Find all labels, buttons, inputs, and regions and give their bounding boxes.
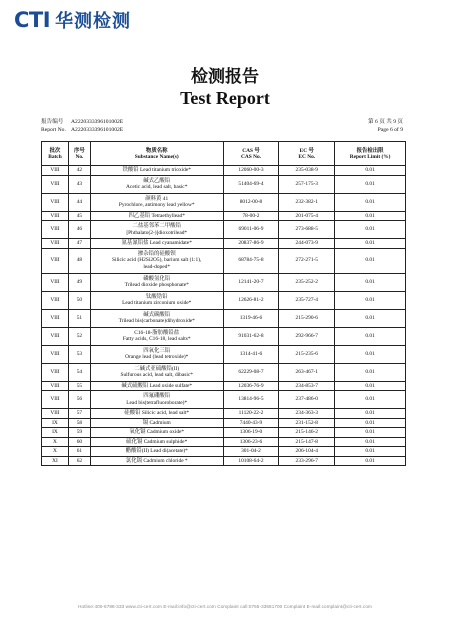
cell-no: 52 <box>68 327 90 345</box>
cell-cas-no: 68784-75-8 <box>223 248 279 273</box>
cell-ec-no: 263-467-1 <box>279 363 335 381</box>
table-row <box>42 428 406 438</box>
cell-ec-no: 215-146-2 <box>279 428 335 438</box>
substance-name-line: 掺杂铅的硅酸钡 <box>137 251 176 258</box>
report-no-cn-label: 报告编号 <box>41 119 64 125</box>
cell-report-limit: 0.01 <box>335 456 406 466</box>
cell-batch: VIII <box>42 391 69 409</box>
report-no-en-label: Report No. <box>41 127 66 133</box>
cell-report-limit: 0.01 <box>335 363 406 381</box>
cell-ec-no: 235-252-2 <box>279 273 335 291</box>
substance-name-line: [Phthalato(2-)]dioxotrilead* <box>126 229 188 236</box>
cell-report-limit: 0.01 <box>335 221 406 239</box>
cell-report-limit: 0.01 <box>335 345 406 363</box>
header-ec-no-en: EC No. <box>298 153 316 160</box>
cell-report-limit: 0.01 <box>335 327 406 345</box>
cell-batch: VIII <box>42 166 69 176</box>
cell-report-limit: 0.01 <box>335 391 406 409</box>
cell-substance-name <box>90 409 223 419</box>
report-no-value: A2220333396101002E <box>71 119 124 125</box>
table-row <box>42 447 406 457</box>
cell-substance-name <box>90 381 223 391</box>
substance-name-line: 磷酸氢化铅 <box>143 275 171 282</box>
page-indicator <box>368 118 403 134</box>
report-no-value-en: A2220333396101002E <box>71 127 124 133</box>
cell-no: 53 <box>68 345 90 363</box>
header-batch-en: Batch <box>48 153 62 160</box>
substance-name-line: Acetic acid, lead salt, basic* <box>126 184 188 190</box>
cell-no: 46 <box>68 221 90 239</box>
substance-name-line: Trilead bis(carbonate)dihydroxide* <box>118 318 195 324</box>
logo-chinese-name: 华测检测 <box>55 11 132 32</box>
substance-name-line: 碱式硫酸铅 Lead oxide sulfate* <box>121 382 193 389</box>
substance-name-line: Lead bis(tetrafluoroborate)* <box>126 399 188 406</box>
cell-cas-no: 51404-69-4 <box>223 175 279 193</box>
cell-cas-no: 1306-23-6 <box>223 437 279 447</box>
cell-report-limit: 0.01 <box>335 418 406 428</box>
cell-batch: XI <box>42 456 69 466</box>
substance-name-line: 二碱式亚硫酸铅(II) <box>134 365 180 372</box>
cell-substance-name <box>90 309 223 327</box>
substance-name-line: 氧化镉 Cadmium oxide* <box>129 429 185 436</box>
cell-substance-name <box>90 193 223 211</box>
cell-substance-name <box>90 248 223 273</box>
cell-substance-name <box>90 166 223 176</box>
cell-substance-name <box>90 273 223 291</box>
cell-report-limit: 0.01 <box>335 273 406 291</box>
substance-name-line: Fatty acids, C16-18, lead salts* <box>122 336 191 342</box>
cell-ec-no: 244-073-9 <box>279 239 335 249</box>
substance-name-line: Silicic acid (H2Si2O5), barium salt (1:1), <box>112 257 202 264</box>
page-indicator-en: Page 6 of 9 <box>377 127 403 133</box>
report-number-block <box>41 118 123 134</box>
substance-table <box>41 141 406 466</box>
cell-cas-no: 1319-46-6 <box>223 309 279 327</box>
cell-batch: VIII <box>42 409 69 419</box>
cell-cas-no: 62229-08-7 <box>223 363 279 381</box>
cell-substance-name <box>90 363 223 381</box>
cell-ec-no: 235-038-9 <box>279 166 335 176</box>
table-row <box>42 381 406 391</box>
table-row <box>42 175 406 193</box>
cell-ec-no: 235-727-4 <box>279 291 335 309</box>
cell-batch: IX <box>42 418 69 428</box>
cell-cas-no: 301-04-2 <box>223 447 279 457</box>
cell-batch: VIII <box>42 363 69 381</box>
table-row <box>42 221 406 239</box>
substance-name-line: Lead titanium zirconium oxide* <box>122 300 192 306</box>
header-report-limit-en: Report Limit (%) <box>349 153 391 160</box>
cell-ec-no: 292-966-7 <box>279 327 335 345</box>
table-row <box>42 291 406 309</box>
cell-no: 59 <box>68 428 90 438</box>
cell-cas-no: 1306-19-0 <box>223 428 279 438</box>
substance-name-line: 氯化镉 Cadmium chloride * <box>125 457 188 464</box>
cell-cas-no: 78-00-2 <box>223 211 279 221</box>
cell-report-limit: 0.01 <box>335 291 406 309</box>
cell-substance-name <box>90 447 223 457</box>
cell-report-limit: 0.01 <box>335 211 406 221</box>
cell-batch: VIII <box>42 327 69 345</box>
cell-batch: VIII <box>42 273 69 291</box>
cell-report-limit: 0.01 <box>335 175 406 193</box>
cell-cas-no: 12141-20-7 <box>223 273 279 291</box>
report-title-chinese: 检测报告 <box>191 67 259 87</box>
cell-batch: VIII <box>42 211 69 221</box>
substance-name-line: 硫化镉 Cadmium sulphide* <box>126 438 188 445</box>
cell-no: 50 <box>68 291 90 309</box>
cell-cas-no: 7440-43-9 <box>223 418 279 428</box>
cell-report-limit: 0.01 <box>335 239 406 249</box>
cell-batch: VIII <box>42 239 69 249</box>
cell-batch: VIII <box>42 345 69 363</box>
cell-substance-name <box>90 437 223 447</box>
cell-report-limit: 0.01 <box>335 447 406 457</box>
company-logo <box>14 8 131 32</box>
substance-name-line: C16-18-脂肪酸铅盐 <box>134 329 180 336</box>
cell-ec-no: 233-296-7 <box>279 456 335 466</box>
cell-cas-no: 69011-06-9 <box>223 221 279 239</box>
table-row <box>42 363 406 381</box>
cell-substance-name <box>90 211 223 221</box>
header-cas-no-en: CAS No. <box>240 153 262 160</box>
cell-no: 44 <box>68 193 90 211</box>
cell-no: 49 <box>68 273 90 291</box>
table-row <box>42 166 406 176</box>
cell-no: 51 <box>68 309 90 327</box>
cell-report-limit: 0.01 <box>335 193 406 211</box>
cell-cas-no: 8012-00-8 <box>223 193 279 211</box>
cell-no: 42 <box>68 166 90 176</box>
cell-ec-no: 234-363-3 <box>279 409 335 419</box>
cell-no: 61 <box>68 447 90 457</box>
cell-no: 58 <box>68 418 90 428</box>
header-ec-no-cn: EC 号 <box>299 147 314 154</box>
header-cas-no <box>223 142 279 166</box>
cell-substance-name <box>90 456 223 466</box>
cell-substance-name <box>90 391 223 409</box>
footer-contact: Hotline:400-6788-333 www.cti-cert.com E-mail:info@cti-cert.com Complaint call:0755-33681700 Complaint E-mail:complaint@cti-cert.com <box>78 604 372 609</box>
cell-ec-no: 201-075-4 <box>279 211 335 221</box>
cell-report-limit: 0.01 <box>335 166 406 176</box>
substance-name-line: Pyrochlore, antimony lead yellow* <box>118 202 195 208</box>
header-substance-name <box>90 142 223 166</box>
cell-no: 54 <box>68 363 90 381</box>
cell-no: 55 <box>68 381 90 391</box>
header-cas-no-cn: CAS 号 <box>242 147 260 154</box>
substance-name-line: 铁酸铅 Lead titanium trioxide* <box>122 167 191 174</box>
header-ec-no <box>279 142 335 166</box>
cell-no: 48 <box>68 248 90 273</box>
cell-cas-no: 10108-64-2 <box>223 456 279 466</box>
cell-no: 47 <box>68 239 90 249</box>
cell-batch: VIII <box>42 291 69 309</box>
substance-name-line: 四氟硼酸铅 <box>143 393 171 400</box>
cell-no: 57 <box>68 409 90 419</box>
table-header-row <box>42 142 406 166</box>
cell-batch: IX <box>42 428 69 438</box>
substance-name-line: Sulfurous acid, lead salt, dibasic* <box>120 372 193 378</box>
substance-name-line: 镉 Cadmium <box>142 419 171 426</box>
substance-name-line: 颜料黄 41 <box>145 195 169 202</box>
substance-name-line: Orange lead (lead tetroxide)* <box>125 354 189 360</box>
cell-batch: VIII <box>42 381 69 391</box>
cell-ec-no: 206-104-4 <box>279 447 335 457</box>
cell-no: 45 <box>68 211 90 221</box>
table-row <box>42 437 406 447</box>
cell-cas-no: 12036-76-9 <box>223 381 279 391</box>
header-no-cn: 序号 <box>74 147 85 154</box>
header-batch-cn: 批次 <box>49 147 61 154</box>
cell-cas-no: 13814-96-5 <box>223 391 279 409</box>
substance-name-line: 醋酸铅(II) Lead di(acetate)* <box>125 448 188 455</box>
cell-batch: VIII <box>42 221 69 239</box>
header-no-en: No. <box>75 153 84 160</box>
cell-cas-no: 12626-81-2 <box>223 291 279 309</box>
cell-no: 62 <box>68 456 90 466</box>
page-indicator-cn: 第 6 页 共 9 页 <box>368 119 403 125</box>
cell-cas-no: 12060-00-3 <box>223 166 279 176</box>
substance-name-line: 碱式碳酸铅 <box>143 311 171 318</box>
cell-ec-no: 234-853-7 <box>279 381 335 391</box>
cell-report-limit: 0.01 <box>335 437 406 447</box>
cell-cas-no: 91031-62-8 <box>223 327 279 345</box>
cell-batch: VIII <box>42 248 69 273</box>
cell-substance-name <box>90 291 223 309</box>
substance-name-line: 二盐基邻苯二甲酸铅 <box>132 223 181 230</box>
header-report-limit-cn: 报告检出限 <box>356 147 384 154</box>
table-row <box>42 391 406 409</box>
table-row <box>42 456 406 466</box>
cell-report-limit: 0.01 <box>335 381 406 391</box>
substance-name-line: 钛酸锆铅 <box>145 293 168 300</box>
cell-cas-no: 11120-22-2 <box>223 409 279 419</box>
cell-no: 43 <box>68 175 90 193</box>
header-report-limit <box>335 142 406 166</box>
substance-name-line: 四乙基铅 Tetraethyllead* <box>128 212 185 219</box>
substance-name-line: 氨基氰铅盐 Lead cyanamidate* <box>121 240 192 247</box>
logo-mark: CTI <box>14 8 51 32</box>
substance-name-line: 四氧化三铅 <box>143 347 171 354</box>
cell-substance-name <box>90 327 223 345</box>
table-row <box>42 345 406 363</box>
cell-cas-no: 1314-41-6 <box>223 345 279 363</box>
cell-ec-no: 237-486-0 <box>279 391 335 409</box>
cell-report-limit: 0.01 <box>335 248 406 273</box>
table-row <box>42 309 406 327</box>
cell-batch: VIII <box>42 175 69 193</box>
table-row <box>42 193 406 211</box>
cell-substance-name <box>90 175 223 193</box>
cell-ec-no: 232-382-1 <box>279 193 335 211</box>
substance-name-line: 硅酸铅 Silicic acid, lead salt* <box>124 410 190 417</box>
table-row <box>42 418 406 428</box>
cell-report-limit: 0.01 <box>335 409 406 419</box>
table-row <box>42 273 406 291</box>
cell-ec-no: 215-147-8 <box>279 437 335 447</box>
header-no <box>68 142 90 166</box>
substance-name-line: lead-doped* <box>143 263 171 270</box>
substance-name-line: 碱式乙酸铅 <box>143 177 171 184</box>
table-row <box>42 239 406 249</box>
cell-batch: VIII <box>42 193 69 211</box>
cell-ec-no: 215-290-6 <box>279 309 335 327</box>
cell-cas-no: 20837-86-9 <box>223 239 279 249</box>
report-title-english: Test Report <box>180 88 270 108</box>
header-substance-name-en: Substance Name(s) <box>134 153 179 160</box>
cell-ec-no: 273-688-5 <box>279 221 335 239</box>
cell-batch: X <box>42 447 69 457</box>
substance-name-line: Trilead dioxide phosphonate* <box>124 282 189 288</box>
cell-substance-name <box>90 418 223 428</box>
cell-ec-no: 272-271-5 <box>279 248 335 273</box>
cell-report-limit: 0.01 <box>335 428 406 438</box>
cell-substance-name <box>90 428 223 438</box>
cell-substance-name <box>90 221 223 239</box>
cell-batch: X <box>42 437 69 447</box>
cell-ec-no: 257-175-3 <box>279 175 335 193</box>
header-substance-name-cn: 物质名称 <box>145 147 168 154</box>
header-batch <box>42 142 69 166</box>
table-row <box>42 248 406 273</box>
cell-ec-no: 231-152-8 <box>279 418 335 428</box>
cell-no: 56 <box>68 391 90 409</box>
cell-report-limit: 0.01 <box>335 309 406 327</box>
table-row <box>42 327 406 345</box>
cell-substance-name <box>90 345 223 363</box>
table-row <box>42 211 406 221</box>
table-row <box>42 409 406 419</box>
cell-substance-name <box>90 239 223 249</box>
cell-batch: VIII <box>42 309 69 327</box>
cell-no: 60 <box>68 437 90 447</box>
cell-ec-no: 215-235-6 <box>279 345 335 363</box>
